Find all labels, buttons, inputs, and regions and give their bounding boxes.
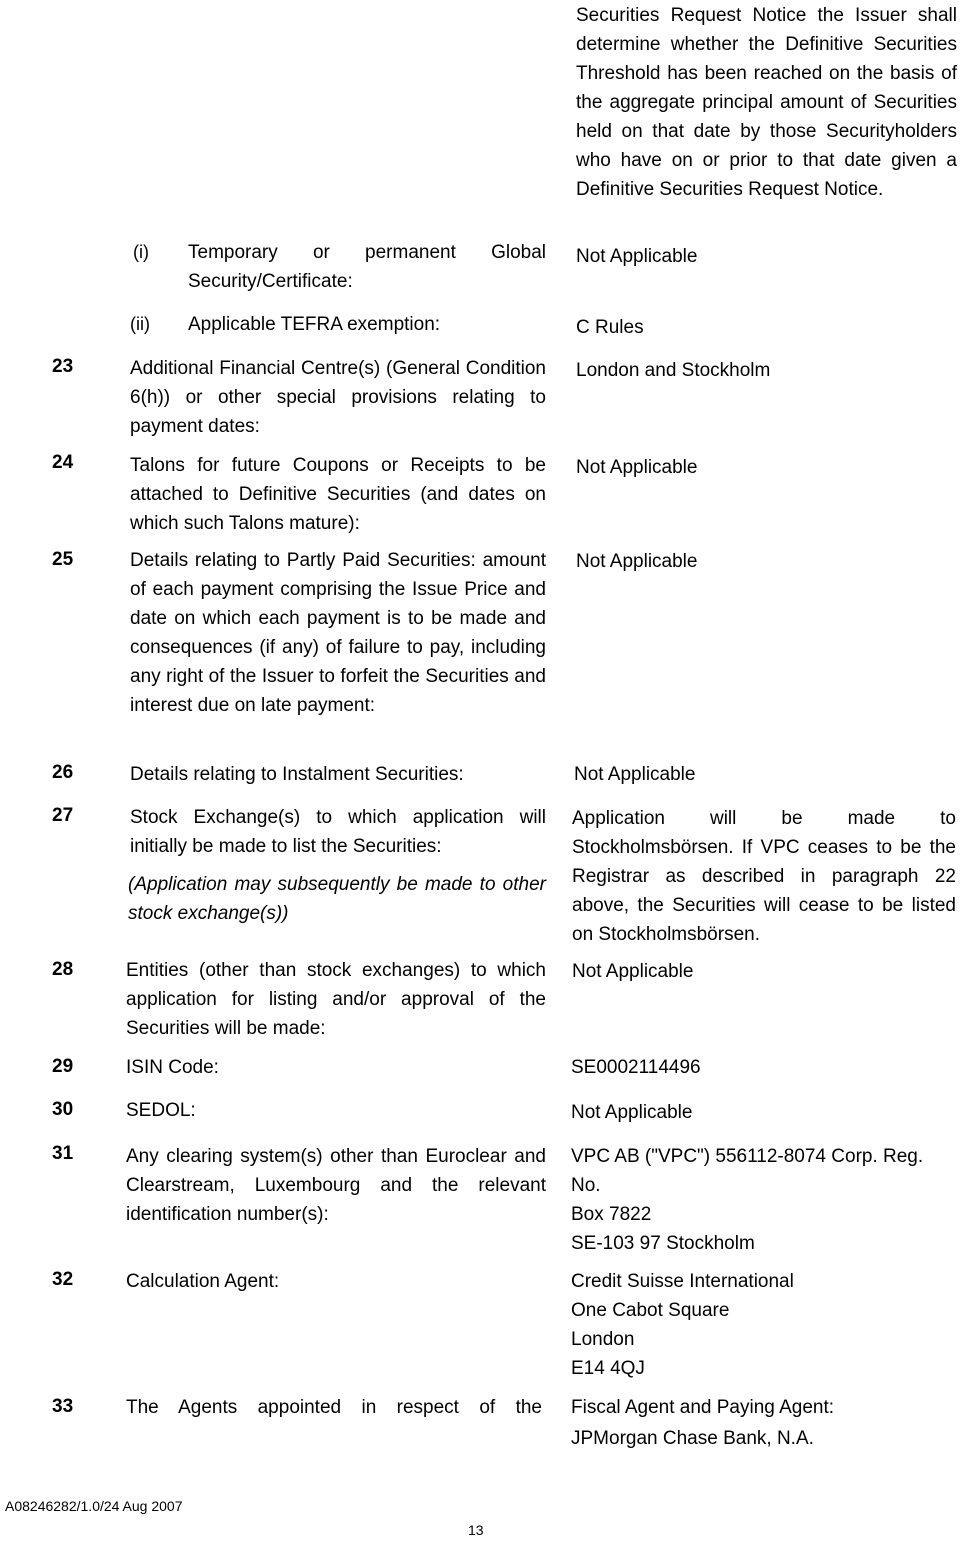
item-number: 29 bbox=[52, 1056, 74, 1077]
item-value-line: JPMorgan Chase Bank, N.A. bbox=[571, 1428, 814, 1449]
item-number: 28 bbox=[52, 959, 74, 980]
item-value-line: E14 4QJ bbox=[571, 1358, 645, 1379]
item-value: Not Applicable bbox=[572, 961, 694, 982]
item-value: Not Applicable bbox=[571, 1102, 693, 1123]
item-label: Details relating to Partly Paid Securities: amount of each payment comprising the Issue Price and date on which each payment is to be made and consequences (if any) of failure to pay, including any right of the Issuer to forfeit the Securities and interest due on late payment: bbox=[130, 550, 546, 716]
item-label: Additional Financial Centre(s) (General Condition 6(h)) or other special provisions relating to payment dates: bbox=[130, 358, 546, 437]
item-value-line: London bbox=[571, 1329, 635, 1350]
item-value-line: No. bbox=[571, 1175, 601, 1196]
sub-item-label: Temporary or permanent Global Security/Certificate: bbox=[188, 242, 546, 292]
item-label: The Agents appointed in respect of the bbox=[126, 1397, 542, 1418]
item-label: Calculation Agent: bbox=[126, 1271, 280, 1292]
item-label: Any clearing system(s) other than Euroclear and Clearstream, Luxembourg and the relevant identification number(s): bbox=[126, 1146, 546, 1225]
item-number: 32 bbox=[52, 1269, 74, 1290]
item-label: Talons for future Coupons or Receipts to be attached to Definitive Securities (and dates on which such Talons mature): bbox=[130, 455, 546, 534]
item-label: Entities (other than stock exchanges) to which application for listing and/or approval of the Securities will be made: bbox=[126, 960, 546, 1039]
item-value-line: Fiscal Agent and Paying Agent: bbox=[571, 1397, 835, 1418]
item-label: Details relating to Instalment Securities: bbox=[130, 764, 464, 785]
item-value-line: Credit Suisse International bbox=[571, 1271, 794, 1292]
item-value: Not Applicable bbox=[576, 457, 698, 478]
item-number: 33 bbox=[52, 1396, 74, 1417]
item-number: 30 bbox=[52, 1099, 74, 1120]
sub-item-marker: (i) bbox=[133, 242, 149, 262]
item-label: ISIN Code: bbox=[126, 1057, 219, 1078]
item-label: SEDOL: bbox=[126, 1100, 196, 1121]
item-value-line: One Cabot Square bbox=[571, 1300, 730, 1321]
item-number: 26 bbox=[52, 762, 74, 783]
sub-item-marker: (ii) bbox=[130, 314, 150, 334]
page-number: 13 bbox=[468, 1522, 484, 1538]
sub-item-value: C Rules bbox=[576, 317, 644, 338]
item-value: London and Stockholm bbox=[576, 360, 771, 381]
sub-item-label: Applicable TEFRA exemption: bbox=[188, 314, 441, 335]
item-value-line: VPC AB ("VPC") 556112-8074 Corp. Reg. bbox=[571, 1146, 924, 1167]
item-number: 24 bbox=[52, 452, 74, 473]
item-value-line: Box 7822 bbox=[571, 1204, 652, 1225]
item-value: Not Applicable bbox=[574, 764, 696, 785]
item-value: Not Applicable bbox=[576, 551, 698, 572]
item-number: 27 bbox=[52, 805, 74, 826]
item-value: SE0002114496 bbox=[571, 1057, 701, 1078]
item-number: 25 bbox=[52, 549, 74, 570]
item-label: Stock Exchange(s) to which application will initially be made to list the Securities: bbox=[130, 807, 546, 857]
footer-reference: A08246282/1.0/24 Aug 2007 bbox=[5, 1498, 183, 1514]
item-number: 31 bbox=[52, 1143, 74, 1164]
sub-item-value: Not Applicable bbox=[576, 246, 698, 267]
continuation-paragraph: Securities Request Notice the Issuer shall determine whether the Definitive Securities Threshold has been reached on the basis of the aggregate principal amount of Securities held on that date by those Securityholders who have on or prior to that date given a Definitive Securities Request Notice. bbox=[576, 5, 957, 200]
item-note: (Application may subsequently be made to other stock exchange(s)) bbox=[128, 874, 546, 924]
item-number: 23 bbox=[52, 356, 74, 377]
item-value-line: SE-103 97 Stockholm bbox=[571, 1233, 755, 1254]
item-value: Application will be made to Stockholmsbörsen. If VPC ceases to be the Registrar as described in paragraph 22 above, the Securities will cease to be listed on Stockholmsbörsen. bbox=[572, 808, 956, 945]
